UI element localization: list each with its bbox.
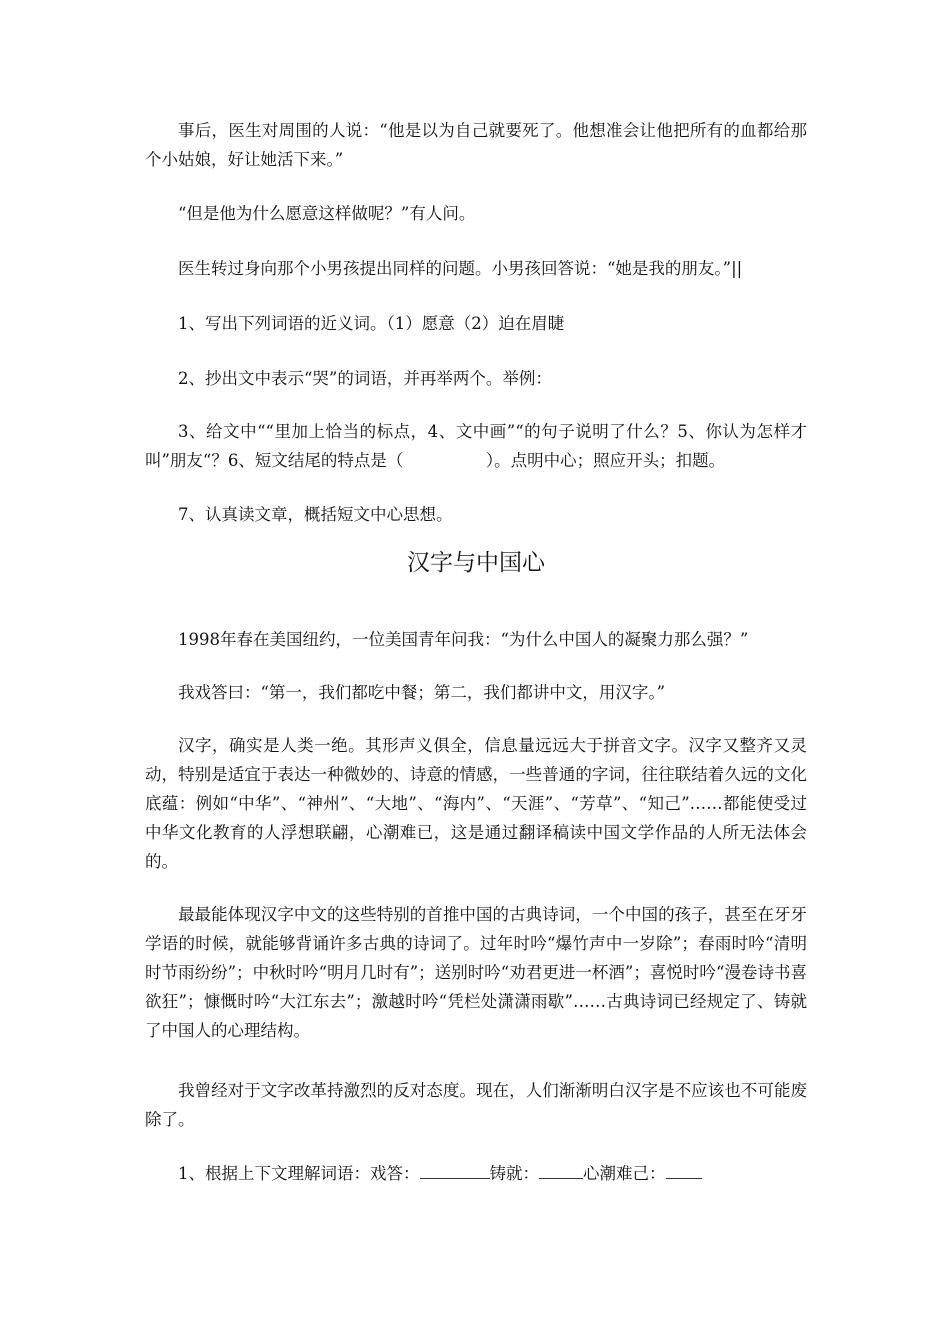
article-paragraph-4: 最最能体现汉字中文的这些特别的首推中国的古典诗词，一个中国的孩子，甚至在牙牙学语的时候，就能够背诵许多古典的诗词了。过年时吟“爆竹声中一岁除”；春雨时吟“清明时节雨纷纷”；中秋时吟“明月几时有”；送别时吟“劝君更进一杯酒”；喜悦时吟“漫卷诗书喜欲狂”；慷慨时吟“大江东去”；激越时吟“凭栏处潇潇雨歇”……古典诗词已经规定了、铸就了中国人的心理结构。 — [145, 905, 807, 1040]
article-paragraph-3: 汉字，确实是人类一绝。其形声义俱全，信息量远远大于拼音文字。汉字又整齐又灵动，特别是适宜于表达一种微妙的、诗意的情感，一些普通的字词，往往联结着久远的文化底蕴：例如“中华”、“神州”、“大地”、“海内”、“天涯”、“芳草”、“知己”……都能使受过中华文化教育的人浮想联翩，心潮难已，这是通过翻译稿读中国文学作品的人所无法体会的。 — [145, 736, 807, 871]
answer-blank-1[interactable] — [420, 1177, 490, 1179]
question-2: 2、抄出文中表示“哭”的词语，并再举两个。举例： — [178, 369, 552, 388]
article-paragraph-1: 1998年春在美国纽约，一位美国青年问我：“为什么中国人的凝聚力那么强？” — [178, 630, 749, 649]
story-paragraph-1: 事后，医生对周围的人说：“他是以为自己就要死了。他想准会让他把所有的血都给那个小姑娘，好让她活下来。” — [145, 121, 807, 169]
article-paragraph-2: 我戏答曰：“第一，我们都吃中餐；第二，我们都讲中文，用汉字。” — [178, 683, 666, 702]
story-paragraph-2: “但是他为什么愿意这样做呢？”有人问。 — [178, 204, 476, 223]
question-7: 7、认真读文章，概括短文中心思想。 — [178, 505, 453, 524]
question-section-2 — [145, 1159, 807, 1188]
q1-mid-1: 铸就： — [489, 1164, 539, 1183]
q1-prefix: 1、根据上下文理解词语：戏答： — [178, 1164, 420, 1183]
article-paragraph-5: 我曾经对于文字改革持激烈的反对态度。现在，人们渐渐明白汉字是不应该也不可能废除了。 — [145, 1081, 807, 1129]
story-paragraph-3: 医生转过身向那个小男孩提出同样的问题。小男孩回答说：“她是我的朋友。”|| — [178, 259, 743, 278]
question-3-6: 3、给文中““里加上恰当的标点，4、文中画”“的句子说明了什么？5、你认为怎样才叫”朋友“？6、短文结尾的特点是（ ）。点明中心；照应开头；扣题。 — [145, 422, 807, 470]
article-title: 汉字与中国心 — [407, 550, 545, 576]
answer-blank-2[interactable] — [539, 1177, 583, 1179]
answer-blank-3[interactable] — [666, 1177, 702, 1179]
q1-mid-2: 心潮难己： — [583, 1164, 666, 1183]
question-1: 1、写出下列词语的近义词。（1）愿意（2）迫在眉睫 — [178, 314, 565, 333]
